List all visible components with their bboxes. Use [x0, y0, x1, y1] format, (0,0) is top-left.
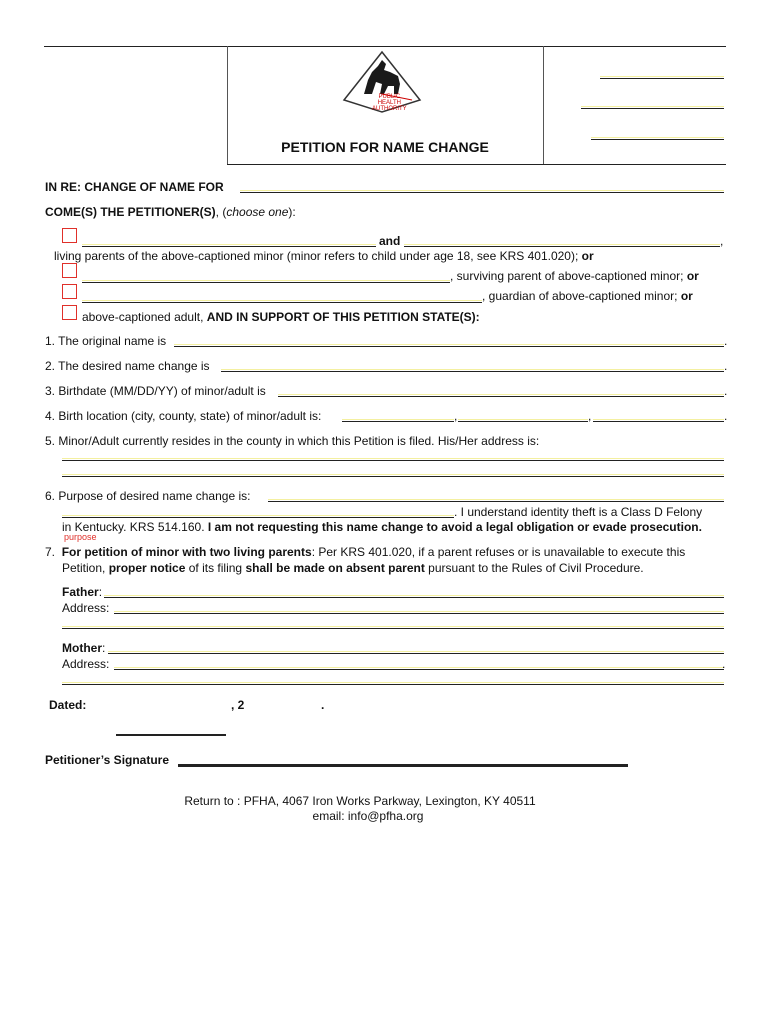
- mother-address-dot: .: [722, 657, 726, 671]
- option-4-text: above-captioned adult,: [82, 310, 204, 324]
- purpose-field-1[interactable]: [268, 501, 724, 502]
- option-1-comma: ,: [720, 234, 724, 248]
- dated-comma: , 2: [231, 698, 245, 712]
- item-7-num: 7.: [45, 545, 56, 559]
- father-colon: :: [98, 585, 103, 599]
- purpose-tag: purpose: [64, 532, 97, 542]
- item-7-l2-b1: proper notice: [108, 561, 186, 575]
- comes-bold: COME(S) THE PETITIONER(S): [45, 205, 216, 219]
- item-6-line2-text: in Kentucky. KRS 514.160.: [62, 520, 205, 534]
- mother-colon: :: [102, 641, 106, 655]
- logo-text-1: PUBLIC: [378, 94, 401, 100]
- in-re-name-field[interactable]: [240, 192, 724, 193]
- item-7-line2: [62, 561, 644, 575]
- mother-address-label: Address:: [62, 657, 110, 671]
- guardian-name-field[interactable]: [82, 302, 482, 303]
- logo-text-3: AUTHORITY: [372, 106, 407, 112]
- option-2-line: [450, 269, 699, 283]
- signature-field[interactable]: [178, 764, 628, 767]
- address-line-2-field[interactable]: [62, 476, 724, 477]
- option-2-text: , surviving parent of above-captioned minor;: [450, 269, 684, 283]
- item-7-l2-b2: shall be made on absent parent: [245, 561, 425, 575]
- comes-italic: choose one: [226, 205, 289, 219]
- option-3-text: , guardian of above-captioned minor;: [482, 289, 678, 303]
- purpose-field-2[interactable]: [62, 517, 454, 518]
- signature-label: Petitioner’s Signature: [45, 753, 170, 767]
- item-2-label: 2. The desired name change is: [45, 359, 210, 373]
- dated-dot: .: [321, 698, 325, 712]
- dated-underline[interactable]: [116, 734, 226, 736]
- parent-2-name-field[interactable]: [404, 246, 720, 247]
- item-4-dot: .: [724, 409, 728, 423]
- option-adult-checkbox[interactable]: [62, 305, 77, 320]
- option-2-or: or: [686, 269, 699, 283]
- option-3-or: or: [680, 289, 693, 303]
- father-name-field[interactable]: [104, 597, 724, 598]
- item-6-cont: . I understand identity theft is a Class D Felony: [454, 505, 703, 519]
- father-address-label: Address:: [62, 601, 110, 615]
- dated-label: Dated:: [49, 698, 87, 712]
- item-7-l2-post: pursuant to the Rules of Civil Procedure.: [428, 561, 644, 575]
- mother-label-line: [62, 641, 105, 655]
- mother-address-field-1[interactable]: [114, 669, 724, 670]
- header-field-2[interactable]: [581, 108, 724, 109]
- item-6-line2: [62, 520, 702, 534]
- option-4-bold: AND IN SUPPORT OF THIS PETITION STATE(S):: [206, 310, 480, 324]
- birthdate-field[interactable]: [278, 396, 724, 397]
- father-address-field-2[interactable]: [62, 628, 724, 629]
- item-3-dot: .: [724, 384, 728, 398]
- mother-address-field-2[interactable]: [62, 684, 724, 685]
- option-surviving-parent-checkbox[interactable]: [62, 263, 77, 278]
- desired-name-field[interactable]: [221, 371, 724, 372]
- item-6-bold: I am not requesting this name change to avoid a legal obligation or evade prosecution.: [207, 520, 702, 534]
- comes-line: [45, 205, 296, 219]
- item-4-comma-2: ,: [588, 409, 592, 423]
- item-6-label: 6. Purpose of desired name change is:: [45, 489, 251, 503]
- item-2-dot: .: [724, 359, 728, 373]
- option-1-and: and: [379, 234, 401, 248]
- header-field-3[interactable]: [591, 139, 724, 140]
- birth-state-field[interactable]: [593, 421, 724, 422]
- item-4-comma-1: ,: [454, 409, 458, 423]
- footer-email: email: info@pfha.org: [312, 809, 424, 823]
- option-two-parents-checkbox[interactable]: [62, 228, 77, 243]
- option-1-text: living parents of the above-captioned minor (minor refers to child under age 18, see KRS 401.020);: [54, 249, 579, 263]
- header-field-1[interactable]: [600, 78, 724, 79]
- item-1-dot: .: [724, 334, 728, 348]
- item-7-line1: [45, 545, 685, 559]
- page-title: PETITION FOR NAME CHANGE: [281, 139, 489, 155]
- father-label-line: [62, 585, 102, 599]
- mother-label: Mother: [62, 641, 102, 655]
- item-3-label: 3. Birthdate (MM/DD/YY) of minor/adult is: [45, 384, 266, 398]
- comes-post: ):: [288, 205, 296, 219]
- address-line-1-field[interactable]: [62, 460, 724, 461]
- parent-1-name-field[interactable]: [82, 246, 376, 247]
- surviving-parent-name-field[interactable]: [82, 282, 450, 283]
- birth-county-field[interactable]: [458, 421, 588, 422]
- option-3-line: [482, 289, 693, 303]
- in-re-label: IN RE: CHANGE OF NAME FOR: [45, 180, 224, 194]
- header-right-divider: [543, 46, 544, 164]
- comes-pre: , (: [215, 205, 227, 219]
- item-7-l2-mid: of its filing: [188, 561, 243, 575]
- item-7-l2-pre: Petition,: [62, 561, 106, 575]
- birth-city-field[interactable]: [342, 421, 454, 422]
- option-guardian-checkbox[interactable]: [62, 284, 77, 299]
- item-5-label: 5. Minor/Adult currently resides in the county in which this Petition is filed. His/Her address is:: [45, 434, 540, 448]
- father-address-field-1[interactable]: [114, 613, 724, 614]
- original-name-field[interactable]: [174, 346, 724, 347]
- logo: [342, 50, 422, 114]
- item-4-label: 4. Birth location (city, county, state) of minor/adult is:: [45, 409, 322, 423]
- footer-return: Return to : PFHA, 4067 Iron Works Parkway, Lexington, KY 40511: [184, 794, 536, 808]
- option-4-line: [82, 310, 480, 324]
- item-7-rest: : Per KRS 401.020, if a parent refuses or is unavailable to execute this: [311, 545, 686, 559]
- item-1-label: 1. The original name is: [45, 334, 167, 348]
- option-1-line2: [54, 249, 594, 263]
- header-bottom-rule: [227, 164, 726, 165]
- header-top-rule: [44, 46, 726, 47]
- father-label: Father: [62, 585, 99, 599]
- mother-name-field[interactable]: [108, 653, 724, 654]
- option-1-or: or: [581, 249, 594, 263]
- item-7-bold: For petition of minor with two living parents: [61, 545, 312, 559]
- logo-text-2: HEALTH: [377, 100, 401, 106]
